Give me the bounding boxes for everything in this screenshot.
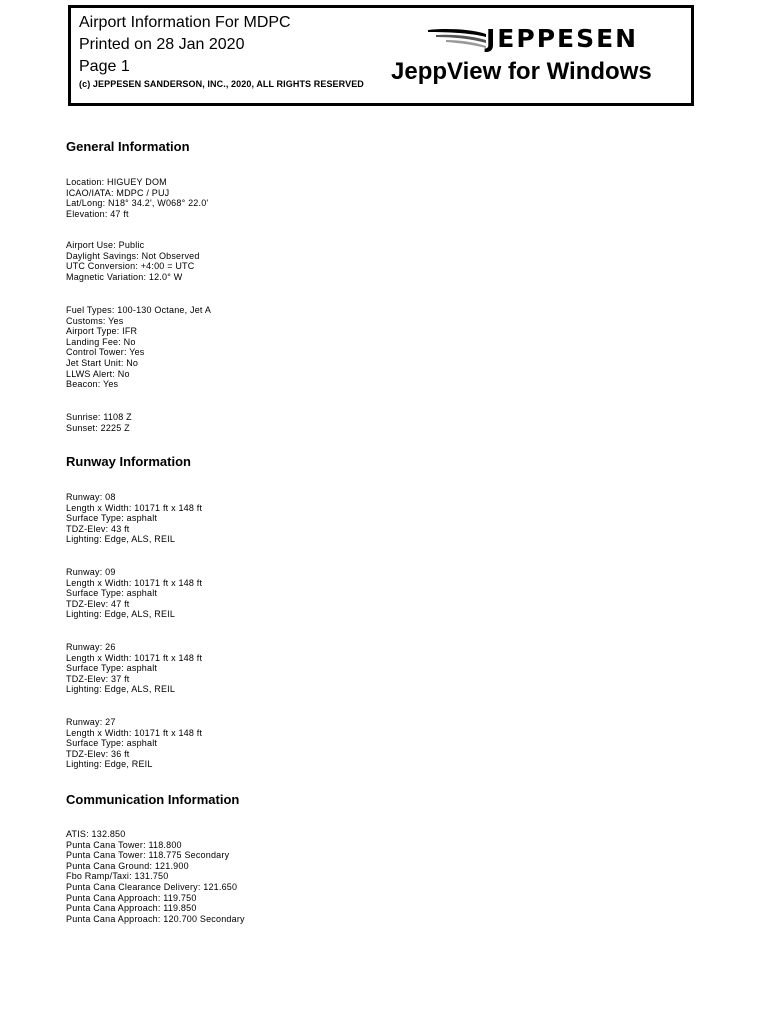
info-line: Runway: 09 xyxy=(66,567,116,577)
info-line: Sunset: 2225 Z xyxy=(66,422,130,433)
info-line: Length x Width: 10171 ft x 148 ft xyxy=(66,577,203,588)
info-line: Lighting: Edge, ALS, REIL xyxy=(66,684,176,695)
info-line: Length x Width: 10171 ft x 148 ft xyxy=(66,652,203,663)
brand-name: JEPPESEN xyxy=(486,24,639,53)
frequency-line: Punta Cana Approach: 120.700 Secondary xyxy=(66,913,245,924)
info-line: LLWS Alert: No xyxy=(66,368,130,379)
info-line: Jet Start Unit: No xyxy=(66,357,139,368)
info-line: Surface Type: asphalt xyxy=(66,513,158,524)
frequency-line: Punta Cana Approach: 119.750 xyxy=(66,892,197,903)
general-usage-block xyxy=(66,240,200,282)
info-line: Landing Fee: No xyxy=(66,336,136,347)
info-line: Customs: Yes xyxy=(66,315,124,326)
info-line: Sunrise: 1108 Z xyxy=(66,412,132,422)
info-line: Daylight Savings: Not Observed xyxy=(66,250,200,261)
info-line: Control Tower: Yes xyxy=(66,347,145,358)
info-line: Lighting: Edge, ALS, REIL xyxy=(66,534,176,545)
info-line: Location: HIGUEY DOM xyxy=(66,177,167,187)
info-line: Surface Type: asphalt xyxy=(66,738,158,749)
general-location-block xyxy=(66,177,208,219)
page-number: Page 1 xyxy=(79,58,130,75)
info-line: ICAO/IATA: MDPC / PUJ xyxy=(66,187,170,198)
copyright-notice: (c) JEPPESEN SANDERSON, INC., 2020, ALL RIGHTS RESERVED xyxy=(79,79,364,89)
general-info-heading: General Information xyxy=(66,139,190,154)
runway-block xyxy=(66,567,202,620)
printed-date: Printed on 28 Jan 2020 xyxy=(79,36,245,53)
report-title: Airport Information For MDPC xyxy=(79,14,291,31)
communication-info-heading: Communication Information xyxy=(66,792,240,807)
runway-block xyxy=(66,717,202,770)
info-line: Surface Type: asphalt xyxy=(66,588,158,599)
general-facilities-block xyxy=(66,305,211,390)
jeppesen-logo xyxy=(426,26,676,52)
info-line: Length x Width: 10171 ft x 148 ft xyxy=(66,727,203,738)
runway-block xyxy=(66,492,202,545)
frequency-line: Fbo Ramp/Taxi: 131.750 xyxy=(66,871,169,882)
info-line: Airport Type: IFR xyxy=(66,326,138,337)
info-line: Runway: 27 xyxy=(66,717,116,727)
info-line: Magnetic Variation: 12.0° W xyxy=(66,271,183,282)
info-line: TDZ-Elev: 47 ft xyxy=(66,598,130,609)
info-line: TDZ-Elev: 43 ft xyxy=(66,523,130,534)
info-line: Lighting: Edge, REIL xyxy=(66,759,153,770)
frequency-line: Punta Cana Tower: 118.800 xyxy=(66,839,182,850)
info-line: Lighting: Edge, ALS, REIL xyxy=(66,609,176,620)
frequency-line: Punta Cana Approach: 119.850 xyxy=(66,903,197,914)
jeppesen-swoosh-icon xyxy=(426,26,488,52)
info-line: Runway: 26 xyxy=(66,642,116,652)
general-sun-block xyxy=(66,412,132,433)
info-line: Length x Width: 10171 ft x 148 ft xyxy=(66,502,203,513)
frequency-line: Punta Cana Tower: 118.775 Secondary xyxy=(66,850,230,861)
info-line: Runway: 08 xyxy=(66,492,116,502)
frequency-line: ATIS: 132.850 xyxy=(66,829,126,839)
frequency-line: Punta Cana Ground: 121.900 xyxy=(66,860,189,871)
info-line: UTC Conversion: +4:00 = UTC xyxy=(66,261,195,272)
frequency-line: Punta Cana Clearance Delivery: 121.650 xyxy=(66,881,238,892)
info-line: Surface Type: asphalt xyxy=(66,663,158,674)
info-line: Fuel Types: 100-130 Octane, Jet A xyxy=(66,305,212,315)
report-header xyxy=(68,5,694,106)
runway-block xyxy=(66,642,202,695)
info-line: TDZ-Elev: 36 ft xyxy=(66,748,130,759)
communication-block xyxy=(66,829,245,924)
product-name: JeppView for Windows xyxy=(391,58,652,85)
info-line: Airport Use: Public xyxy=(66,240,145,250)
info-line: Beacon: Yes xyxy=(66,379,119,390)
info-line: Elevation: 47 ft xyxy=(66,208,129,219)
info-line: TDZ-Elev: 37 ft xyxy=(66,673,130,684)
info-line: Lat/Long: N18° 34.2', W068° 22.0' xyxy=(66,198,209,209)
runway-info-heading: Runway Information xyxy=(66,454,191,469)
